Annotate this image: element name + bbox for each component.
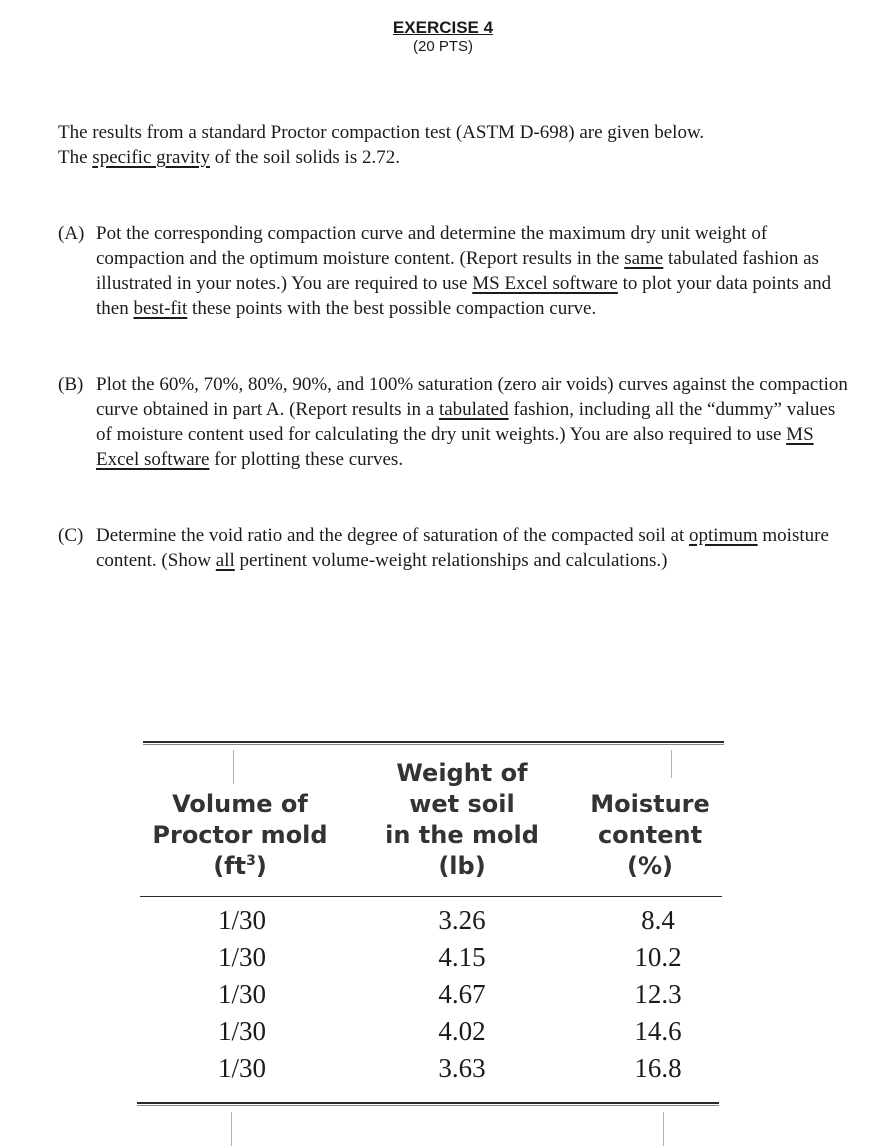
table-cell: 14.6 (634, 1016, 682, 1046)
exercise-points: (20 PTS) (412, 38, 473, 55)
column-weight (382, 902, 542, 1087)
underlined-specific-gravity: specific gravity (92, 147, 210, 168)
header-moisture: Moisture content (%) (590, 790, 710, 880)
table-top-rule-thin (143, 744, 724, 745)
table-bottom-rule-thin (137, 1105, 719, 1106)
table-cell: 3.26 (438, 905, 486, 935)
header-weight: Weight of wet soil in the mold (lb) (385, 759, 539, 880)
table-cell: 4.67 (438, 979, 486, 1009)
column-moisture (598, 902, 718, 1087)
part-c-label: (C) (58, 525, 84, 546)
header-volume: Volume of Proctor mold $(ft^3)$ (152, 790, 328, 880)
column-divider-mark (233, 750, 234, 784)
exercise-title: EXERCISE 4 (392, 18, 494, 37)
table-cell: 4.02 (438, 1016, 486, 1046)
table-cell: 1/30 (217, 942, 266, 972)
table-cell: 8.4 (641, 905, 675, 935)
table-cell: 12.3 (634, 979, 682, 1009)
table-cell: 1/30 (217, 979, 266, 1009)
column-volume (162, 902, 322, 1087)
part-a-label: (A) (58, 223, 85, 244)
table-cell: 16.8 (634, 1053, 682, 1083)
part-b-text: Plot the 60%, 70%, 80%, 90%, and 100% saturation (zero air voids) curves against the compaction curve obtained in part A. (Report results in a tabulated fashion, including all the “dummy” values of moisture content used for calculating the dry unit weights.) You are also required to use MS Excel software for plotting these curves. (96, 374, 848, 470)
table-cell: 1/30 (217, 1016, 266, 1046)
table-cell: 1/30 (217, 905, 266, 935)
table-header-rule (140, 896, 722, 897)
table-bottom-rule (137, 1102, 719, 1104)
column-divider-mark (671, 750, 672, 778)
column-divider-mark (663, 1112, 664, 1146)
table-cell: 4.15 (438, 942, 486, 972)
table-cell: 10.2 (634, 942, 682, 972)
table-top-rule (143, 741, 724, 743)
intro-paragraph: The results from a standard Proctor compaction test (ASTM D-698) are given below. The specific gravity of the soil solids is 2.72. (58, 122, 705, 168)
part-c-text: Determine the void ratio and the degree of saturation of the compacted soil at optimum moisture content. (Show all pertinent volume-weight relationships and calculations.) (96, 525, 829, 571)
part-b-label: (B) (58, 374, 84, 395)
part-a-text: Pot the corresponding compaction curve and determine the maximum dry unit weight of compaction and the optimum moisture content. (Report results in the same tabulated fashion as illustrated in your notes.) You are required to use MS Excel software to plot your data points and then best-fit these points with the best possible compaction curve. (96, 223, 832, 319)
table-cell: 3.63 (438, 1053, 486, 1083)
table-cell: 1/30 (217, 1053, 266, 1083)
column-divider-mark (231, 1112, 232, 1146)
